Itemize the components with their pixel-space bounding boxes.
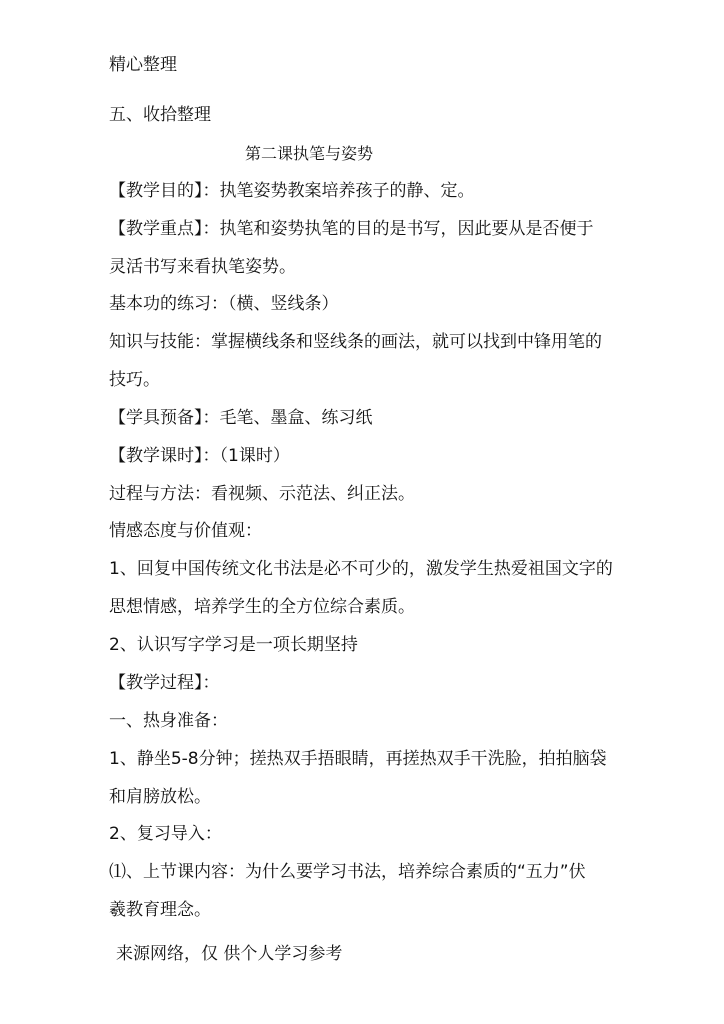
footer-text: 来源网络，仅 供个人学习参考 xyxy=(116,944,343,964)
body-line-point-2: 2、认识写字学习是一项长期坚持 xyxy=(109,635,358,655)
header-text: 精心整理 xyxy=(109,55,177,75)
body-line-warmup-step-1: 1、静坐5-8分钟；搓热双手捂眼睛，再搓热双手干洗脸，拍拍脑袋 xyxy=(109,749,607,769)
body-line-teaching-process: 【教学过程】： xyxy=(109,673,220,693)
body-line-teaching-goal: 【教学目的】：执笔姿势教案培养孩子的静、定。 xyxy=(109,181,475,201)
body-line-warmup: 一、热身准备： xyxy=(109,711,228,731)
body-line-process-methods: 过程与方法：看视频、示范法、纠正法。 xyxy=(109,484,415,504)
body-line-class-hours: 【教学课时】：（1课时） xyxy=(109,446,290,466)
body-line-tools: 【学具预备】：毛笔、墨盒、练习纸 xyxy=(109,408,373,428)
body-line-knowledge-skills-cont: 技巧。 xyxy=(109,370,160,390)
lesson-title: 第二课执笔与姿势 xyxy=(245,144,374,163)
body-line-teaching-focus: 【教学重点】：执笔和姿势执笔的目的是书写，因此要从是否便于 xyxy=(109,219,594,239)
body-line-basic-practice: 基本功的练习：（横、竖线条） xyxy=(109,294,339,314)
body-line-teaching-focus-cont: 灵活书写来看执笔姿势。 xyxy=(109,257,296,277)
body-line-attitudes-values: 情感态度与价值观： xyxy=(109,521,262,541)
body-line-review-item-1-cont: 羲教育理念。 xyxy=(109,900,211,920)
body-line-warmup-step-1-cont: 和肩膀放松。 xyxy=(109,787,211,807)
section-title: 五、收拾整理 xyxy=(109,105,211,125)
body-line-knowledge-skills: 知识与技能：掌握横线条和竖线条的画法，就可以找到中锋用笔的 xyxy=(109,332,602,352)
body-line-review-intro: 2、复习导入： xyxy=(109,824,222,844)
body-line-point-1-cont: 思想情感，培养学生的全方位综合素质。 xyxy=(109,597,415,617)
body-line-review-item-1: ⑴、上节课内容：为什么要学习书法，培养综合素质的“五力”伏 xyxy=(109,862,586,882)
body-line-point-1: 1、回复中国传统文化书法是必不可少的，激发学生热爱祖国文字的 xyxy=(109,559,613,579)
